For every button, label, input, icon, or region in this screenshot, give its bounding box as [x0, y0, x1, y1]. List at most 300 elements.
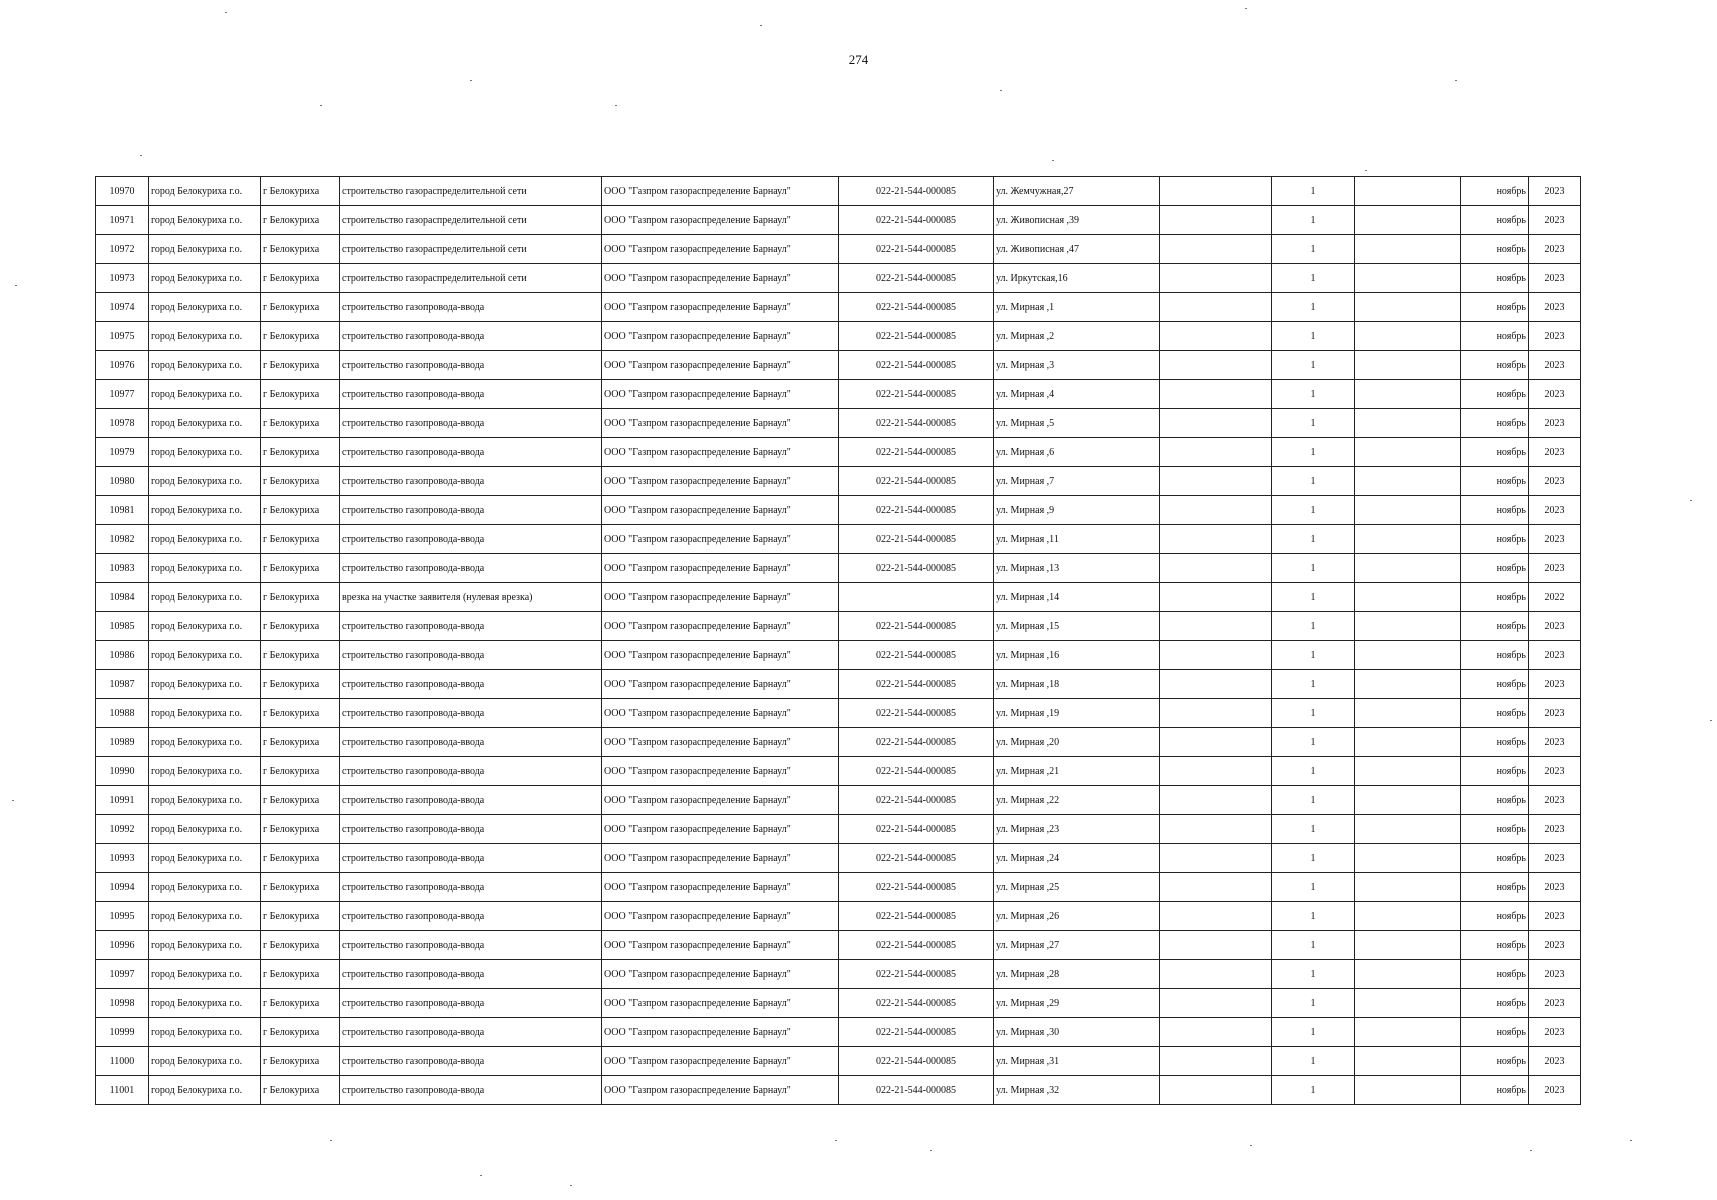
organization-cell: ООО "Газпром газораспределение Барнаул": [602, 554, 839, 583]
address-cell: ул. Мирная ,20: [994, 728, 1160, 757]
organization-cell: ООО "Газпром газораспределение Барнаул": [602, 496, 839, 525]
work-type-cell: строительство газораспределительной сети: [340, 235, 602, 264]
organization-cell: ООО "Газпром газораспределение Барнаул": [602, 322, 839, 351]
organization-cell: ООО "Газпром газораспределение Барнаул": [602, 1018, 839, 1047]
organization-cell: ООО "Газпром газораспределение Барнаул": [602, 989, 839, 1018]
scan-speck: [140, 155, 142, 156]
year-cell: 2023: [1529, 902, 1581, 931]
empty-cell: [1160, 235, 1272, 264]
empty-cell: [1160, 699, 1272, 728]
year-cell: 2023: [1529, 960, 1581, 989]
empty-cell: [1160, 525, 1272, 554]
scan-speck: [1710, 720, 1712, 721]
address-cell: ул. Живописная ,39: [994, 206, 1160, 235]
organization-cell: ООО "Газпром газораспределение Барнаул": [602, 380, 839, 409]
program-code-cell: 022-21-544-000085: [839, 670, 994, 699]
municipality-cell: город Белокуриха г.о.: [149, 525, 261, 554]
scan-speck: [1250, 1145, 1252, 1146]
municipality-cell: город Белокуриха г.о.: [149, 409, 261, 438]
program-code-cell: 022-21-544-000085: [839, 844, 994, 873]
scan-speck: [12, 800, 14, 801]
locality-cell: г Белокуриха: [261, 757, 340, 786]
registry-rows: [96, 177, 1581, 1105]
row-number-cell: 11000: [96, 1047, 149, 1076]
empty-cell: [1355, 670, 1461, 699]
table-row: [96, 583, 1581, 612]
municipality-cell: город Белокуриха г.о.: [149, 264, 261, 293]
locality-cell: г Белокуриха: [261, 293, 340, 322]
work-type-cell: строительство газопровода-ввода: [340, 786, 602, 815]
address-cell: ул. Мирная ,26: [994, 902, 1160, 931]
work-type-cell: строительство газопровода-ввода: [340, 525, 602, 554]
row-number-cell: 10972: [96, 235, 149, 264]
empty-cell: [1160, 1076, 1272, 1105]
address-cell: ул. Мирная ,28: [994, 960, 1160, 989]
work-type-cell: строительство газопровода-ввода: [340, 467, 602, 496]
table-row: [96, 815, 1581, 844]
empty-cell: [1355, 177, 1461, 206]
address-cell: ул. Мирная ,3: [994, 351, 1160, 380]
municipality-cell: город Белокуриха г.о.: [149, 612, 261, 641]
locality-cell: г Белокуриха: [261, 1047, 340, 1076]
organization-cell: ООО "Газпром газораспределение Барнаул": [602, 409, 839, 438]
quantity-cell: 1: [1272, 583, 1355, 612]
row-number-cell: 10981: [96, 496, 149, 525]
month-cell: ноябрь: [1461, 293, 1529, 322]
municipality-cell: город Белокуриха г.о.: [149, 931, 261, 960]
empty-cell: [1160, 322, 1272, 351]
row-number-cell: 10992: [96, 815, 149, 844]
table-row: [96, 670, 1581, 699]
month-cell: ноябрь: [1461, 728, 1529, 757]
empty-cell: [1160, 902, 1272, 931]
quantity-cell: 1: [1272, 351, 1355, 380]
program-code-cell: [839, 583, 994, 612]
empty-cell: [1160, 583, 1272, 612]
quantity-cell: 1: [1272, 960, 1355, 989]
program-code-cell: 022-21-544-000085: [839, 467, 994, 496]
month-cell: ноябрь: [1461, 1047, 1529, 1076]
row-number-cell: 10987: [96, 670, 149, 699]
address-cell: ул. Мирная ,1: [994, 293, 1160, 322]
quantity-cell: 1: [1272, 757, 1355, 786]
row-number-cell: 10997: [96, 960, 149, 989]
year-cell: 2023: [1529, 786, 1581, 815]
month-cell: ноябрь: [1461, 844, 1529, 873]
program-code-cell: 022-21-544-000085: [839, 1047, 994, 1076]
empty-cell: [1355, 583, 1461, 612]
empty-cell: [1355, 612, 1461, 641]
empty-cell: [1355, 322, 1461, 351]
organization-cell: ООО "Газпром газораспределение Барнаул": [602, 670, 839, 699]
scan-speck: [320, 105, 322, 106]
table-row: [96, 699, 1581, 728]
row-number-cell: 10999: [96, 1018, 149, 1047]
month-cell: ноябрь: [1461, 757, 1529, 786]
scan-speck: [470, 80, 472, 81]
locality-cell: г Белокуриха: [261, 844, 340, 873]
empty-cell: [1355, 351, 1461, 380]
row-number-cell: 10977: [96, 380, 149, 409]
empty-cell: [1160, 264, 1272, 293]
municipality-cell: город Белокуриха г.о.: [149, 844, 261, 873]
quantity-cell: 1: [1272, 989, 1355, 1018]
organization-cell: ООО "Газпром газораспределение Барнаул": [602, 641, 839, 670]
month-cell: ноябрь: [1461, 380, 1529, 409]
row-number-cell: 10998: [96, 989, 149, 1018]
address-cell: ул. Мирная ,23: [994, 815, 1160, 844]
table-row: [96, 786, 1581, 815]
row-number-cell: 10988: [96, 699, 149, 728]
program-code-cell: 022-21-544-000085: [839, 641, 994, 670]
year-cell: 2023: [1529, 612, 1581, 641]
program-code-cell: 022-21-544-000085: [839, 757, 994, 786]
program-code-cell: 022-21-544-000085: [839, 902, 994, 931]
year-cell: 2023: [1529, 380, 1581, 409]
empty-cell: [1160, 815, 1272, 844]
municipality-cell: город Белокуриха г.о.: [149, 1076, 261, 1105]
locality-cell: г Белокуриха: [261, 583, 340, 612]
quantity-cell: 1: [1272, 1047, 1355, 1076]
empty-cell: [1355, 815, 1461, 844]
program-code-cell: 022-21-544-000085: [839, 264, 994, 293]
month-cell: ноябрь: [1461, 264, 1529, 293]
table-row: [96, 989, 1581, 1018]
row-number-cell: 10993: [96, 844, 149, 873]
address-cell: ул. Мирная ,29: [994, 989, 1160, 1018]
address-cell: ул. Мирная ,4: [994, 380, 1160, 409]
year-cell: 2023: [1529, 728, 1581, 757]
address-cell: ул. Мирная ,25: [994, 873, 1160, 902]
quantity-cell: 1: [1272, 873, 1355, 902]
work-type-cell: строительство газопровода-ввода: [340, 351, 602, 380]
program-code-cell: 022-21-544-000085: [839, 815, 994, 844]
municipality-cell: город Белокуриха г.о.: [149, 989, 261, 1018]
work-type-cell: строительство газораспределительной сети: [340, 264, 602, 293]
month-cell: ноябрь: [1461, 235, 1529, 264]
work-type-cell: строительство газопровода-ввода: [340, 960, 602, 989]
row-number-cell: 10974: [96, 293, 149, 322]
program-code-cell: 022-21-544-000085: [839, 438, 994, 467]
year-cell: 2023: [1529, 844, 1581, 873]
organization-cell: ООО "Газпром газораспределение Барнаул": [602, 844, 839, 873]
month-cell: ноябрь: [1461, 1076, 1529, 1105]
locality-cell: г Белокуриха: [261, 1018, 340, 1047]
table-row: [96, 351, 1581, 380]
work-type-cell: строительство газопровода-ввода: [340, 1018, 602, 1047]
scan-speck: [225, 12, 227, 13]
organization-cell: ООО "Газпром газораспределение Барнаул": [602, 351, 839, 380]
work-type-cell: строительство газопровода-ввода: [340, 670, 602, 699]
row-number-cell: 10990: [96, 757, 149, 786]
scan-speck: [1000, 90, 1002, 91]
empty-cell: [1160, 438, 1272, 467]
quantity-cell: 1: [1272, 496, 1355, 525]
quantity-cell: 1: [1272, 264, 1355, 293]
municipality-cell: город Белокуриха г.о.: [149, 583, 261, 612]
organization-cell: ООО "Газпром газораспределение Барнаул": [602, 902, 839, 931]
quantity-cell: 1: [1272, 902, 1355, 931]
municipality-cell: город Белокуриха г.о.: [149, 380, 261, 409]
quantity-cell: 1: [1272, 728, 1355, 757]
locality-cell: г Белокуриха: [261, 351, 340, 380]
locality-cell: г Белокуриха: [261, 322, 340, 351]
work-type-cell: строительство газопровода-ввода: [340, 380, 602, 409]
empty-cell: [1355, 960, 1461, 989]
organization-cell: ООО "Газпром газораспределение Барнаул": [602, 699, 839, 728]
locality-cell: г Белокуриха: [261, 989, 340, 1018]
table-row: [96, 757, 1581, 786]
quantity-cell: 1: [1272, 380, 1355, 409]
year-cell: 2023: [1529, 757, 1581, 786]
empty-cell: [1160, 380, 1272, 409]
municipality-cell: город Белокуриха г.о.: [149, 293, 261, 322]
empty-cell: [1355, 873, 1461, 902]
quantity-cell: 1: [1272, 322, 1355, 351]
organization-cell: ООО "Газпром газораспределение Барнаул": [602, 438, 839, 467]
quantity-cell: 1: [1272, 844, 1355, 873]
work-type-cell: строительство газопровода-ввода: [340, 931, 602, 960]
quantity-cell: 1: [1272, 293, 1355, 322]
empty-cell: [1355, 786, 1461, 815]
row-number-cell: 10976: [96, 351, 149, 380]
work-type-cell: строительство газопровода-ввода: [340, 554, 602, 583]
municipality-cell: город Белокуриха г.о.: [149, 641, 261, 670]
scan-speck: [1052, 160, 1054, 161]
organization-cell: ООО "Газпром газораспределение Барнаул": [602, 264, 839, 293]
organization-cell: ООО "Газпром газораспределение Барнаул": [602, 235, 839, 264]
empty-cell: [1355, 554, 1461, 583]
locality-cell: г Белокуриха: [261, 409, 340, 438]
municipality-cell: город Белокуриха г.о.: [149, 322, 261, 351]
locality-cell: г Белокуриха: [261, 728, 340, 757]
municipality-cell: город Белокуриха г.о.: [149, 467, 261, 496]
locality-cell: г Белокуриха: [261, 177, 340, 206]
table-row: [96, 322, 1581, 351]
empty-cell: [1160, 873, 1272, 902]
table-row: [96, 902, 1581, 931]
empty-cell: [1160, 293, 1272, 322]
scan-speck: [1245, 8, 1247, 9]
year-cell: 2023: [1529, 815, 1581, 844]
year-cell: 2023: [1529, 1018, 1581, 1047]
year-cell: 2023: [1529, 438, 1581, 467]
address-cell: ул. Мирная ,6: [994, 438, 1160, 467]
year-cell: 2023: [1529, 641, 1581, 670]
scan-speck: [930, 1150, 932, 1151]
locality-cell: г Белокуриха: [261, 496, 340, 525]
row-number-cell: 10982: [96, 525, 149, 554]
empty-cell: [1355, 409, 1461, 438]
table-row: [96, 931, 1581, 960]
row-number-cell: 10984: [96, 583, 149, 612]
row-number-cell: 10996: [96, 931, 149, 960]
table-row: [96, 206, 1581, 235]
address-cell: ул. Мирная ,31: [994, 1047, 1160, 1076]
table-row: [96, 264, 1581, 293]
empty-cell: [1355, 1018, 1461, 1047]
month-cell: ноябрь: [1461, 438, 1529, 467]
work-type-cell: строительство газораспределительной сети: [340, 206, 602, 235]
organization-cell: ООО "Газпром газораспределение Барнаул": [602, 1047, 839, 1076]
program-code-cell: 022-21-544-000085: [839, 960, 994, 989]
table-row: [96, 467, 1581, 496]
address-cell: ул. Мирная ,14: [994, 583, 1160, 612]
program-code-cell: 022-21-544-000085: [839, 235, 994, 264]
month-cell: ноябрь: [1461, 902, 1529, 931]
quantity-cell: 1: [1272, 641, 1355, 670]
work-type-cell: строительство газопровода-ввода: [340, 902, 602, 931]
table-row: [96, 496, 1581, 525]
scan-speck: [15, 285, 17, 286]
organization-cell: ООО "Газпром газораспределение Барнаул": [602, 786, 839, 815]
table-row: [96, 409, 1581, 438]
organization-cell: ООО "Газпром газораспределение Барнаул": [602, 873, 839, 902]
program-code-cell: 022-21-544-000085: [839, 989, 994, 1018]
empty-cell: [1160, 351, 1272, 380]
organization-cell: ООО "Газпром газораспределение Барнаул": [602, 525, 839, 554]
empty-cell: [1355, 844, 1461, 873]
empty-cell: [1160, 467, 1272, 496]
municipality-cell: город Белокуриха г.о.: [149, 728, 261, 757]
month-cell: ноябрь: [1461, 641, 1529, 670]
empty-cell: [1160, 757, 1272, 786]
address-cell: ул. Живописная ,47: [994, 235, 1160, 264]
scan-speck: [330, 1140, 332, 1141]
table-row: [96, 1018, 1581, 1047]
month-cell: ноябрь: [1461, 525, 1529, 554]
year-cell: 2023: [1529, 206, 1581, 235]
empty-cell: [1355, 931, 1461, 960]
empty-cell: [1355, 728, 1461, 757]
year-cell: 2023: [1529, 931, 1581, 960]
month-cell: ноябрь: [1461, 554, 1529, 583]
locality-cell: г Белокуриха: [261, 902, 340, 931]
year-cell: 2023: [1529, 554, 1581, 583]
program-code-cell: 022-21-544-000085: [839, 1076, 994, 1105]
table-row: [96, 1047, 1581, 1076]
empty-cell: [1160, 496, 1272, 525]
year-cell: 2023: [1529, 293, 1581, 322]
locality-cell: г Белокуриха: [261, 554, 340, 583]
table-row: [96, 235, 1581, 264]
locality-cell: г Белокуриха: [261, 699, 340, 728]
program-code-cell: 022-21-544-000085: [839, 322, 994, 351]
row-number-cell: 10978: [96, 409, 149, 438]
address-cell: ул. Мирная ,11: [994, 525, 1160, 554]
empty-cell: [1160, 931, 1272, 960]
organization-cell: ООО "Газпром газораспределение Барнаул": [602, 206, 839, 235]
program-code-cell: 022-21-544-000085: [839, 293, 994, 322]
quantity-cell: 1: [1272, 786, 1355, 815]
municipality-cell: город Белокуриха г.о.: [149, 960, 261, 989]
month-cell: ноябрь: [1461, 467, 1529, 496]
municipality-cell: город Белокуриха г.о.: [149, 815, 261, 844]
scan-speck: [760, 25, 762, 26]
address-cell: ул. Мирная ,21: [994, 757, 1160, 786]
program-code-cell: 022-21-544-000085: [839, 409, 994, 438]
row-number-cell: 10991: [96, 786, 149, 815]
organization-cell: ООО "Газпром газораспределение Барнаул": [602, 960, 839, 989]
address-cell: ул. Жемчужная,27: [994, 177, 1160, 206]
empty-cell: [1355, 699, 1461, 728]
quantity-cell: 1: [1272, 931, 1355, 960]
municipality-cell: город Белокуриха г.о.: [149, 351, 261, 380]
quantity-cell: 1: [1272, 612, 1355, 641]
row-number-cell: 10995: [96, 902, 149, 931]
municipality-cell: город Белокуриха г.о.: [149, 873, 261, 902]
quantity-cell: 1: [1272, 554, 1355, 583]
empty-cell: [1160, 177, 1272, 206]
row-number-cell: 10986: [96, 641, 149, 670]
row-number-cell: 10970: [96, 177, 149, 206]
quantity-cell: 1: [1272, 1076, 1355, 1105]
work-type-cell: строительство газопровода-ввода: [340, 293, 602, 322]
address-cell: ул. Мирная ,7: [994, 467, 1160, 496]
program-code-cell: 022-21-544-000085: [839, 380, 994, 409]
locality-cell: г Белокуриха: [261, 612, 340, 641]
row-number-cell: 10983: [96, 554, 149, 583]
organization-cell: ООО "Газпром газораспределение Барнаул": [602, 612, 839, 641]
quantity-cell: 1: [1272, 177, 1355, 206]
scan-speck: [1530, 1150, 1532, 1151]
address-cell: ул. Мирная ,32: [994, 1076, 1160, 1105]
scan-speck: [1690, 500, 1692, 501]
address-cell: ул. Мирная ,16: [994, 641, 1160, 670]
empty-cell: [1160, 670, 1272, 699]
program-code-cell: 022-21-544-000085: [839, 525, 994, 554]
empty-cell: [1355, 380, 1461, 409]
locality-cell: г Белокуриха: [261, 815, 340, 844]
table-row: [96, 873, 1581, 902]
table-row: [96, 525, 1581, 554]
month-cell: ноябрь: [1461, 873, 1529, 902]
program-code-cell: 022-21-544-000085: [839, 728, 994, 757]
month-cell: ноябрь: [1461, 409, 1529, 438]
month-cell: ноябрь: [1461, 931, 1529, 960]
table-row: [96, 438, 1581, 467]
locality-cell: г Белокуриха: [261, 931, 340, 960]
month-cell: ноябрь: [1461, 786, 1529, 815]
empty-cell: [1160, 554, 1272, 583]
table-row: [96, 380, 1581, 409]
row-number-cell: 10985: [96, 612, 149, 641]
address-cell: ул. Мирная ,30: [994, 1018, 1160, 1047]
work-type-cell: строительство газопровода-ввода: [340, 496, 602, 525]
municipality-cell: город Белокуриха г.о.: [149, 699, 261, 728]
program-code-cell: 022-21-544-000085: [839, 206, 994, 235]
work-type-cell: строительство газопровода-ввода: [340, 728, 602, 757]
year-cell: 2023: [1529, 873, 1581, 902]
organization-cell: ООО "Газпром газораспределение Барнаул": [602, 583, 839, 612]
year-cell: 2023: [1529, 351, 1581, 380]
empty-cell: [1355, 757, 1461, 786]
table-row: [96, 612, 1581, 641]
locality-cell: г Белокуриха: [261, 670, 340, 699]
year-cell: 2023: [1529, 235, 1581, 264]
work-type-cell: строительство газопровода-ввода: [340, 612, 602, 641]
work-type-cell: строительство газопровода-ввода: [340, 1047, 602, 1076]
table-row: [96, 293, 1581, 322]
municipality-cell: город Белокуриха г.о.: [149, 496, 261, 525]
program-code-cell: 022-21-544-000085: [839, 931, 994, 960]
locality-cell: г Белокуриха: [261, 873, 340, 902]
organization-cell: ООО "Газпром газораспределение Барнаул": [602, 1076, 839, 1105]
empty-cell: [1355, 467, 1461, 496]
locality-cell: г Белокуриха: [261, 467, 340, 496]
quantity-cell: 1: [1272, 235, 1355, 264]
empty-cell: [1160, 786, 1272, 815]
